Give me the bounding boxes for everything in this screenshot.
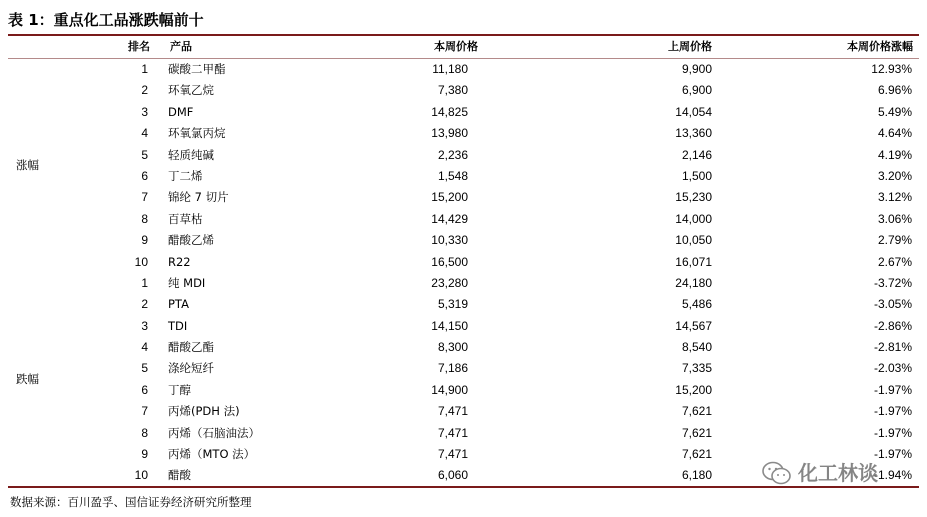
cell-current-price: 7,380: [437, 83, 468, 98]
header-rank: 排名: [128, 40, 150, 53]
cell-product: 丁二烯: [168, 168, 203, 183]
cell-current-price: 7,471: [437, 425, 468, 440]
cell-change: 2.79%: [877, 233, 912, 248]
cell-current-price: 10,330: [431, 233, 468, 248]
cell-product: 醋酸乙烯: [168, 233, 214, 248]
cell-rank: 9: [141, 233, 148, 248]
table-row: [8, 316, 919, 337]
table-row: [8, 166, 919, 187]
cell-previous-price: 7,621: [681, 404, 712, 419]
cell-rank: 8: [141, 211, 148, 226]
cell-change: -2.03%: [873, 361, 912, 376]
header-current-price: 本周价格: [434, 40, 478, 53]
cell-current-price: 6,060: [437, 468, 468, 483]
cell-current-price: 16,500: [431, 254, 468, 269]
cell-previous-price: 9,900: [681, 62, 712, 76]
cell-current-price: 11,180: [432, 62, 468, 76]
cell-product: 丙烯（石脑油法）: [168, 425, 260, 440]
cell-previous-price: 2,146: [681, 147, 712, 162]
cell-product: 环氧乙烷: [168, 83, 214, 98]
cell-previous-price: 10,050: [675, 233, 712, 248]
watermark-text: 化工林谈: [798, 461, 878, 485]
cell-product: 丙烯（MTO 法）: [168, 447, 256, 462]
cell-current-price: 5,319: [437, 297, 468, 312]
cell-current-price: 14,825: [431, 104, 468, 119]
cell-current-price: 8,300: [437, 340, 468, 355]
cell-change: 3.12%: [877, 190, 912, 205]
cell-product: 锦纶 7 切片: [168, 190, 229, 205]
cell-product: 碳酸二甲酯: [168, 62, 226, 76]
cell-rank: 1: [141, 275, 148, 290]
table-body: [8, 59, 919, 487]
cell-change: -1.97%: [873, 447, 912, 462]
cell-change: -3.05%: [873, 297, 912, 312]
header-previous-price: 上周价格: [668, 40, 712, 53]
cell-change: 5.49%: [877, 104, 912, 119]
cell-change: -1.97%: [873, 425, 912, 440]
table-row: [8, 358, 919, 379]
cell-rank: 2: [141, 83, 148, 98]
cell-previous-price: 5,486: [681, 297, 712, 312]
cell-change: -1.97%: [873, 404, 912, 419]
cell-rank: 1: [141, 62, 148, 76]
data-source: 数据来源：百川盈孚、国信证券经济研究所整理: [10, 495, 252, 509]
table-row: [8, 401, 919, 422]
cell-previous-price: 15,200: [675, 382, 712, 397]
cell-rank: 10: [134, 254, 148, 269]
table-title: 表 1：重点化工品涨跌幅前十: [8, 11, 204, 29]
table-row: [8, 209, 919, 230]
cell-change: -2.86%: [873, 318, 912, 333]
cell-change: 2.67%: [877, 254, 912, 269]
table-row: [8, 102, 919, 123]
cell-previous-price: 16,071: [675, 254, 712, 269]
cell-previous-price: 14,567: [675, 318, 712, 333]
cell-change: -1.97%: [873, 382, 912, 397]
cell-previous-price: 14,000: [675, 211, 712, 226]
cell-product: 涤纶短纤: [168, 361, 214, 376]
cell-product: 轻质纯碱: [168, 147, 214, 162]
cell-previous-price: 7,621: [681, 425, 712, 440]
cell-change: 6.96%: [877, 83, 912, 98]
cell-rank: 6: [141, 168, 148, 183]
cell-rank: 5: [141, 147, 148, 162]
watermark: [762, 456, 878, 490]
table-row: [8, 230, 919, 251]
cell-previous-price: 6,180: [681, 468, 712, 483]
cell-current-price: 14,429: [431, 211, 468, 226]
cell-previous-price: 15,230: [675, 190, 712, 205]
table-row: [8, 423, 919, 444]
cell-current-price: 7,186: [437, 361, 468, 376]
cell-current-price: 15,200: [431, 190, 468, 205]
cell-change: 4.19%: [877, 147, 912, 162]
cell-change: 3.06%: [877, 211, 912, 226]
header-change: 本周价格涨幅: [847, 40, 913, 53]
wechat-icon: [762, 460, 792, 486]
cell-previous-price: 14,054: [675, 104, 712, 119]
cell-product: 环氧氯丙烷: [168, 126, 226, 141]
cell-product: 醋酸乙酯: [168, 340, 214, 355]
cell-change: -2.81%: [873, 340, 912, 355]
table-row: [8, 294, 919, 315]
cell-rank: 7: [141, 190, 148, 205]
cell-rank: 6: [141, 382, 148, 397]
cell-product: 纯 MDI: [168, 275, 206, 290]
cell-previous-price: 13,360: [675, 126, 712, 141]
cell-change: 4.64%: [877, 126, 912, 141]
table-row: [8, 273, 919, 294]
cell-current-price: 14,900: [431, 382, 468, 397]
cell-change: -1.94%: [873, 468, 912, 483]
table-row: [8, 59, 919, 80]
group-label-down: 跌幅: [16, 372, 39, 386]
header-product: 产品: [170, 40, 192, 53]
cell-product: R22: [168, 254, 191, 269]
cell-rank: 2: [141, 297, 148, 312]
table-row: [8, 123, 919, 144]
cell-rank: 8: [141, 425, 148, 440]
cell-previous-price: 7,335: [681, 361, 712, 376]
cell-current-price: 7,471: [437, 404, 468, 419]
cell-product: 醋酸: [168, 468, 191, 483]
cell-rank: 3: [141, 104, 148, 119]
group-label-up: 涨幅: [16, 158, 39, 172]
cell-rank: 5: [141, 361, 148, 376]
cell-rank: 3: [141, 318, 148, 333]
cell-current-price: 7,471: [437, 447, 468, 462]
cell-current-price: 14,150: [431, 318, 468, 333]
cell-previous-price: 7,621: [681, 447, 712, 462]
table-header: [8, 36, 919, 58]
table-row: [8, 380, 919, 401]
cell-previous-price: 24,180: [675, 275, 712, 290]
cell-current-price: 1,548: [437, 168, 468, 183]
cell-current-price: 13,980: [431, 126, 468, 141]
table-row: [8, 187, 919, 208]
cell-current-price: 2,236: [437, 147, 468, 162]
table-row: [8, 252, 919, 273]
cell-change: -3.72%: [873, 275, 912, 290]
cell-product: 丙烯(PDH 法): [168, 404, 240, 419]
table-row: [8, 80, 919, 101]
cell-rank: 7: [141, 404, 148, 419]
cell-product: 丁醇: [168, 382, 191, 397]
cell-rank: 4: [141, 340, 148, 355]
cell-previous-price: 1,500: [681, 168, 712, 183]
cell-change: 12.93%: [871, 62, 912, 76]
cell-change: 3.20%: [877, 168, 912, 183]
table-row: [8, 145, 919, 166]
cell-product: TDI: [168, 318, 188, 333]
cell-product: PTA: [168, 297, 189, 312]
cell-product: 百草枯: [168, 211, 203, 226]
cell-product: DMF: [168, 104, 194, 119]
cell-rank: 10: [134, 468, 148, 483]
cell-current-price: 23,280: [431, 275, 468, 290]
table-row: [8, 337, 919, 358]
cell-rank: 9: [141, 447, 148, 462]
cell-rank: 4: [141, 126, 148, 141]
cell-previous-price: 8,540: [681, 340, 712, 355]
cell-previous-price: 6,900: [681, 83, 712, 98]
